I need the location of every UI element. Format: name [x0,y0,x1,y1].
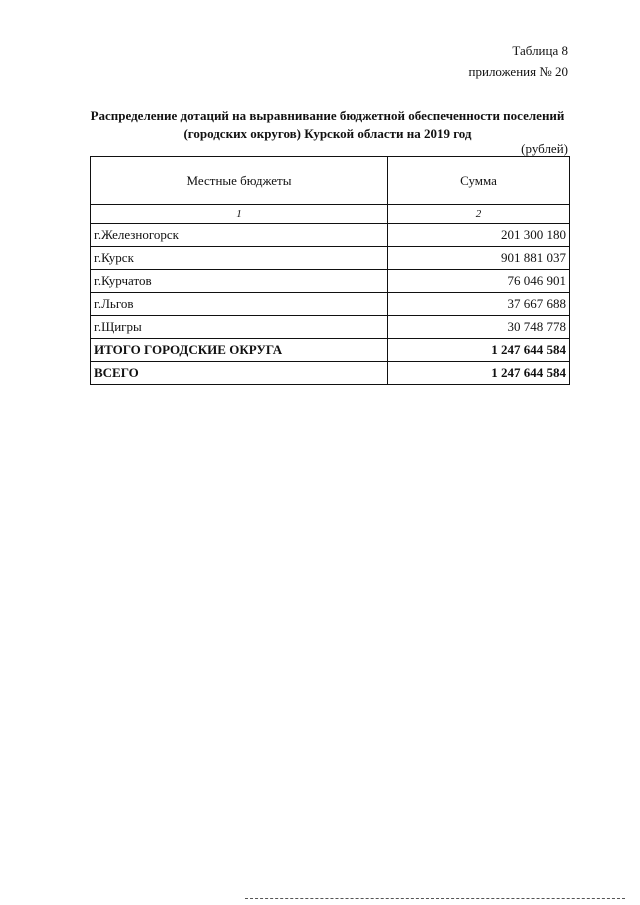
title-line-2: (городских округов) Курской области на 2019 год [183,126,472,141]
column-number-2: 2 [388,205,570,224]
units-label: (рублей) [521,141,568,156]
table-row [91,293,570,316]
row-amount: 901 881 037 [388,247,570,270]
subtotal-amount: 1 247 644 584 [388,339,570,362]
table-row [91,270,570,293]
grand-total-label: ВСЕГО [91,362,388,385]
column-header-amount: Сумма [388,157,570,205]
row-name: г.Курск [91,247,388,270]
row-amount: 30 748 778 [388,316,570,339]
document-title [80,107,575,143]
appendix-reference: приложения № 20 [468,64,568,79]
row-amount: 37 667 688 [388,293,570,316]
grand-total-amount: 1 247 644 584 [388,362,570,385]
budget-table [90,156,570,385]
scan-edge-line [245,898,625,899]
row-name: г.Железногорск [91,224,388,247]
row-name: г.Курчатов [91,270,388,293]
table-row [91,247,570,270]
row-amount: 201 300 180 [388,224,570,247]
table-header-row [91,157,570,205]
row-amount: 76 046 901 [388,270,570,293]
table-row [91,224,570,247]
table-number: Таблица 8 [512,43,568,58]
title-line-1: Распределение дотаций на выравнивание бюджетной обеспеченности поселений [90,108,565,123]
table-row [91,316,570,339]
subtotal-row [91,339,570,362]
column-number-row [91,205,570,224]
row-name: г.Щигры [91,316,388,339]
row-name: г.Льгов [91,293,388,316]
column-number-1: 1 [91,205,388,224]
column-header-budgets: Местные бюджеты [91,157,388,205]
grand-total-row [91,362,570,385]
subtotal-label: ИТОГО ГОРОДСКИЕ ОКРУГА [91,339,388,362]
